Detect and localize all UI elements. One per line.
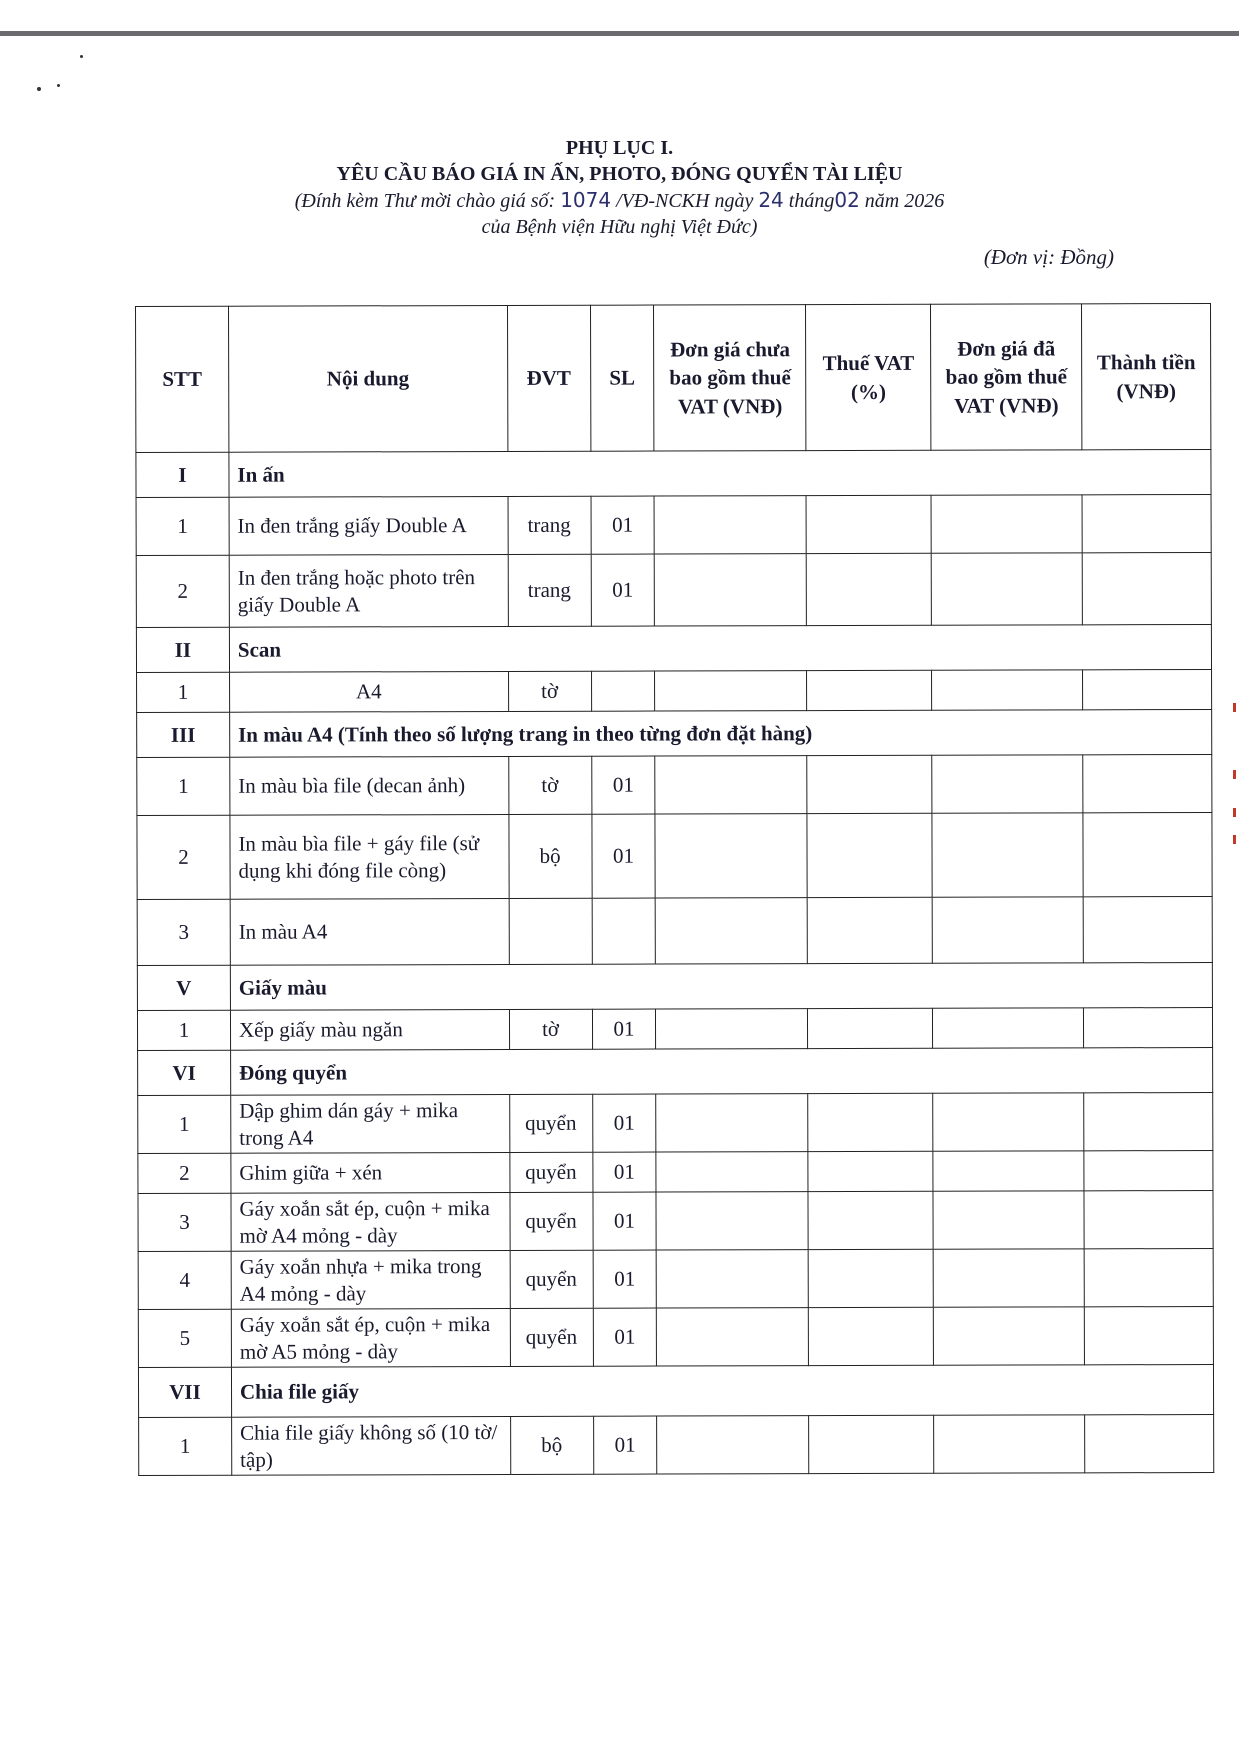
table-row [137, 669, 1212, 712]
cell-price-ex-vat [656, 1152, 808, 1192]
row-number: 1 [138, 1095, 231, 1153]
row-content: Dập ghim dán gáy + mika trong A4 [231, 1094, 510, 1153]
currency-unit: (Đơn vị: Đồng) [983, 245, 1114, 269]
cell-price-inc-vat [933, 1151, 1084, 1191]
section-row [138, 1047, 1213, 1095]
row-qty: 01 [591, 756, 655, 814]
row-qty: 01 [593, 1250, 657, 1308]
row-content: In đen trắng giấy Double A [229, 496, 508, 555]
cell-vat [809, 1307, 934, 1365]
section-number: VI [138, 1050, 231, 1095]
row-qty: 01 [592, 1009, 656, 1049]
cell-vat [806, 495, 931, 553]
section-row [136, 624, 1211, 672]
cell-price-ex-vat [656, 1192, 808, 1250]
margin-mark [1233, 808, 1236, 817]
col-header-vat: Thuế VAT (%) [806, 304, 931, 450]
table-row [137, 812, 1212, 899]
cell-vat [807, 755, 932, 813]
invitation-day: 24 [758, 188, 784, 212]
cell-vat [808, 1249, 933, 1307]
row-qty: 01 [591, 814, 655, 898]
cell-price-inc-vat [933, 1307, 1084, 1365]
row-unit: quyển [510, 1308, 593, 1366]
invitation-number: 1074 [560, 188, 612, 212]
cell-price-ex-vat [657, 1250, 809, 1308]
row-number: 2 [138, 1153, 231, 1193]
cell-total [1085, 1414, 1214, 1472]
invitation-year: năm 2026 [864, 190, 945, 212]
row-qty: 01 [593, 1308, 657, 1366]
cell-price-inc-vat [933, 1249, 1084, 1307]
cell-total [1084, 1150, 1213, 1190]
cell-price-inc-vat [931, 495, 1082, 553]
row-content: In màu A4 [230, 898, 509, 965]
row-content: Gáy xoắn sắt ép, cuộn + mika mờ A5 mỏng - dày [231, 1308, 510, 1367]
row-qty: 01 [593, 1416, 657, 1474]
section-title: Chia file giấy [231, 1364, 1213, 1417]
row-unit: tờ [508, 756, 591, 814]
cell-vat [808, 1008, 933, 1048]
attachment-mid: /VĐ-NCKH ngày [616, 190, 754, 212]
row-number: 4 [138, 1251, 231, 1309]
col-header-unit: ĐVT [507, 305, 590, 451]
cell-total [1083, 754, 1212, 812]
row-qty [592, 898, 656, 964]
section-row [136, 449, 1211, 497]
table-row [137, 1007, 1212, 1050]
section-row [137, 962, 1212, 1010]
quotation-table [135, 303, 1214, 1476]
table-row [136, 494, 1211, 555]
row-unit: quyển [510, 1250, 593, 1308]
scan-speck [37, 87, 41, 91]
cell-total [1083, 896, 1212, 962]
table-row [138, 1150, 1213, 1193]
cell-total [1084, 1306, 1213, 1364]
section-row [137, 709, 1212, 757]
cell-price-inc-vat [932, 897, 1083, 963]
section-title: Đóng quyển [231, 1047, 1213, 1095]
cell-price-inc-vat [933, 1008, 1084, 1048]
cell-price-inc-vat [932, 813, 1083, 897]
cell-price-ex-vat [655, 496, 807, 554]
row-number: 1 [137, 672, 230, 712]
cell-vat [807, 553, 932, 625]
row-number: 3 [137, 899, 230, 965]
row-number: 1 [137, 757, 230, 815]
cell-vat [808, 1093, 933, 1151]
row-content: In đen trắng hoặc photo trên giấy Double A [229, 554, 508, 627]
cell-total [1083, 669, 1212, 709]
cell-price-ex-vat [655, 814, 807, 898]
row-qty [591, 671, 655, 711]
cell-total [1084, 1007, 1213, 1047]
appendix-label: PHỤ LỤC I. [565, 137, 674, 159]
row-content: In màu bìa file + gáy file (sử dụng khi đóng file còng) [230, 814, 509, 899]
cell-price-inc-vat [933, 1093, 1084, 1151]
row-content: Xếp giấy màu ngăn [230, 1009, 509, 1050]
cell-vat [807, 670, 932, 710]
cell-vat [808, 1191, 933, 1249]
row-qty: 01 [592, 1152, 656, 1192]
section-number: V [137, 965, 230, 1010]
table-row [138, 1248, 1213, 1309]
cell-price-ex-vat [655, 756, 807, 814]
margin-mark [1233, 770, 1236, 779]
table-row [138, 1306, 1213, 1367]
cell-price-ex-vat [657, 1416, 809, 1474]
cell-price-ex-vat [656, 1009, 808, 1049]
col-header-stt: STT [136, 306, 229, 452]
cell-total [1083, 812, 1212, 896]
row-content: Gáy xoắn nhựa + mika trong A4 mỏng - dày [231, 1250, 510, 1309]
month-label: tháng [788, 190, 835, 212]
scan-speck [80, 55, 83, 58]
cell-price-inc-vat [932, 670, 1083, 710]
scan-speck [57, 84, 60, 87]
col-header-content: Nội dung [228, 305, 507, 452]
cell-price-inc-vat [931, 553, 1082, 625]
margin-mark [1233, 703, 1236, 712]
cell-vat [807, 813, 932, 897]
row-qty: 01 [591, 496, 655, 554]
row-unit: quyển [510, 1192, 593, 1250]
table-row [136, 552, 1211, 627]
row-number: 2 [136, 555, 229, 627]
row-unit: tờ [508, 671, 591, 711]
cell-price-ex-vat [655, 554, 807, 626]
cell-vat [809, 1415, 934, 1473]
col-header-total: Thành tiền (VNĐ) [1082, 303, 1211, 449]
cell-total [1084, 1190, 1213, 1248]
scan-top-margin [0, 0, 1239, 34]
col-header-qty: SL [590, 305, 654, 451]
row-qty: 01 [592, 1192, 656, 1250]
section-number: II [136, 627, 229, 672]
cell-total [1084, 1248, 1213, 1306]
row-number: 1 [139, 1417, 232, 1475]
row-content: Chia file giấy không số (10 tờ/ tập) [232, 1416, 511, 1475]
attachment-prefix: (Đính kèm Thư mời chào giá số: [294, 190, 556, 212]
row-unit: trang [508, 554, 591, 626]
row-unit: quyển [509, 1094, 592, 1152]
cell-price-inc-vat [934, 1415, 1085, 1473]
cell-price-inc-vat [932, 755, 1083, 813]
table-row [138, 1190, 1213, 1251]
section-row [138, 1364, 1213, 1417]
cell-price-ex-vat [655, 671, 807, 711]
row-unit: bộ [510, 1416, 593, 1474]
row-qty: 01 [591, 554, 655, 626]
col-header-price-inc-vat: Đơn giá đã bao gồm thuế VAT (VNĐ) [931, 304, 1082, 450]
row-content: In màu bìa file (decan ảnh) [230, 756, 509, 815]
row-number: 3 [138, 1193, 231, 1251]
cell-price-ex-vat [656, 898, 808, 964]
row-unit: trang [508, 496, 591, 554]
section-number: I [136, 452, 229, 497]
document-title: YÊU CẦU BÁO GIÁ IN ẤN, PHOTO, ĐÓNG QUYỂN TÀI LIỆU [336, 163, 903, 185]
table-row [139, 1414, 1214, 1475]
row-content: Ghim giữa + xén [231, 1152, 510, 1193]
cell-price-inc-vat [933, 1191, 1084, 1249]
row-unit [509, 898, 592, 964]
scan-edge [0, 31, 1239, 36]
issuer-line: của Bệnh viện Hữu nghị Việt Đức) [481, 216, 758, 238]
table-row [138, 1092, 1213, 1153]
cell-price-ex-vat [656, 1094, 808, 1152]
row-unit: bộ [508, 814, 591, 898]
row-number: 5 [138, 1309, 231, 1367]
row-number: 1 [136, 497, 229, 555]
col-header-price-ex-vat: Đơn giá chưa bao gồm thuế VAT (VNĐ) [654, 305, 806, 451]
section-title: Giấy màu [230, 962, 1212, 1010]
table-row [137, 896, 1212, 965]
section-title: In ấn [229, 449, 1211, 497]
table-row [137, 754, 1212, 815]
row-content: A4 [229, 671, 508, 712]
row-number: 1 [137, 1010, 230, 1050]
row-qty: 01 [592, 1094, 656, 1152]
cell-total [1082, 552, 1211, 624]
cell-total [1082, 494, 1211, 552]
row-unit: quyển [509, 1152, 592, 1192]
section-title: Scan [229, 624, 1211, 672]
attachment-line [0, 188, 1239, 213]
cell-total [1084, 1092, 1213, 1150]
section-number: III [137, 712, 230, 757]
section-title: In màu A4 (Tính theo số lượng trang in theo từng đơn đặt hàng) [230, 709, 1212, 757]
cell-vat [808, 1151, 933, 1191]
section-number: VII [138, 1367, 231, 1417]
row-unit: tờ [509, 1009, 592, 1049]
margin-mark [1233, 835, 1236, 844]
invitation-month: 02 [834, 188, 860, 212]
cell-price-ex-vat [657, 1308, 809, 1366]
cell-vat [807, 897, 932, 963]
row-content: Gáy xoắn sắt ép, cuộn + mika mờ A4 mỏng - dày [231, 1192, 510, 1251]
row-number: 2 [137, 815, 230, 899]
